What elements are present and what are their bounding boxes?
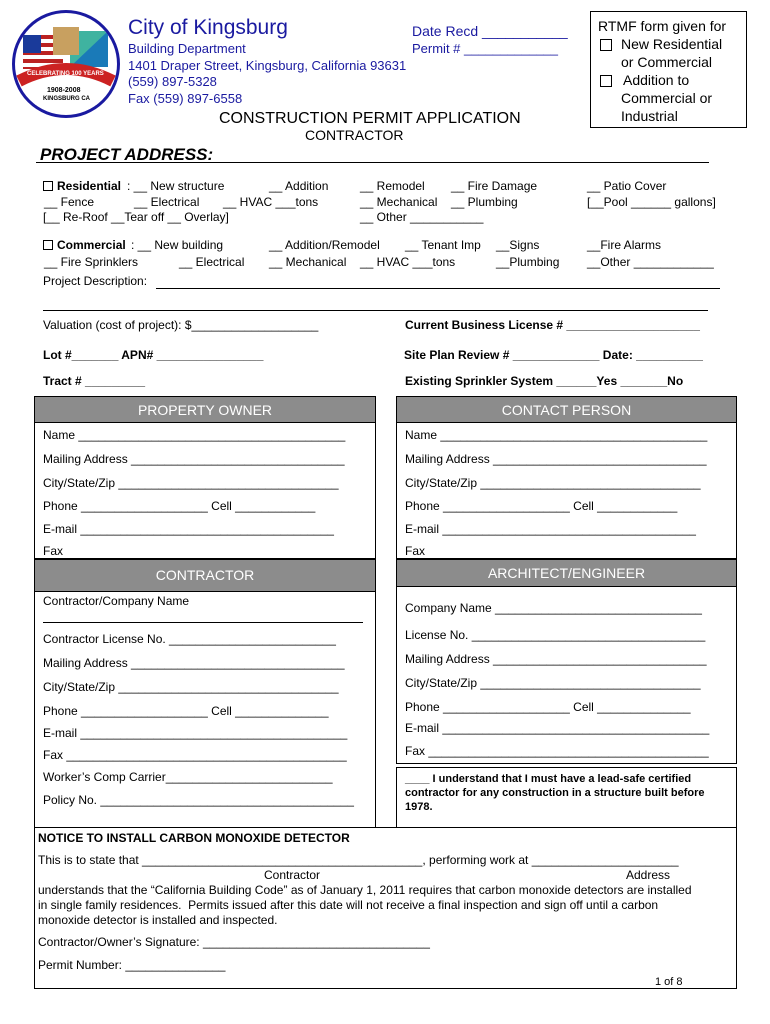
contractor-phone-field[interactable]: Phone ___________________ Cell ______________ (43, 704, 329, 718)
contact-mailing-field[interactable]: Mailing Address ________________________________ (405, 452, 707, 466)
res-hvac[interactable]: __ HVAC ___tons (223, 195, 319, 209)
contractor-mailing-field[interactable]: Mailing Address ________________________________ (43, 656, 345, 670)
notice-address-label: Address (626, 868, 671, 882)
notice-heading: NOTICE TO INSTALL CARBON MONOXIDE DETECTOR (38, 831, 350, 845)
contractor-city-field[interactable]: City/State/Zip _________________________________ (43, 680, 339, 694)
form-title: CONSTRUCTION PERMIT APPLICATION (219, 110, 521, 127)
res-plumbing[interactable]: __ Plumbing (451, 195, 518, 209)
architect-phone-field[interactable]: Phone ___________________ Cell ______________ (405, 700, 691, 714)
com-tenant-imp[interactable]: __ Tenant Imp (405, 238, 481, 252)
com-plumbing[interactable]: __Plumbing (496, 255, 560, 269)
architect-fax-field[interactable]: Fax __________________________________________ (405, 744, 709, 758)
com-new-building[interactable]: : __ New building (131, 238, 224, 252)
city-fax: Fax (559) 897-6558 (128, 91, 243, 106)
permit-number-notice-field[interactable]: Permit Number: _______________ (38, 958, 226, 972)
res-mechanical[interactable]: __ Mechanical (360, 195, 438, 209)
commercial-checkbox[interactable] (43, 240, 53, 250)
business-license-field[interactable]: Current Business License # ____________________ (405, 318, 700, 332)
res-other[interactable]: __ Other ___________ (360, 210, 484, 224)
rtmf-heading: RTMF form given for (598, 18, 727, 34)
architect-city-field[interactable]: City/State/Zip _________________________________ (405, 676, 701, 690)
rtmf-new-label: New Residential (621, 36, 723, 52)
owner-phone-field[interactable]: Phone ___________________ Cell ____________ (43, 499, 316, 513)
architect-license-field[interactable]: License No. ___________________________________ (405, 628, 706, 642)
architect-company-field[interactable]: Company Name _______________________________ (405, 601, 702, 615)
rtmf-addition-label-3: Industrial (621, 108, 678, 124)
contact-fax-field[interactable]: Fax (405, 544, 426, 558)
project-address-label: PROJECT ADDRESS: (40, 145, 214, 164)
lead-safe-line-3: 1978. (405, 801, 433, 813)
contractor-company-line[interactable] (43, 622, 363, 623)
property-owner-heading: PROPERTY OWNER (34, 396, 376, 423)
notice-paragraph-3: monoxide detector is installed and inspected. (38, 913, 278, 927)
contact-city-field[interactable]: City/State/Zip _________________________________ (405, 476, 701, 490)
signature-field[interactable]: Contractor/Owner’s Signature: __________________________________ (38, 935, 430, 949)
lead-safe-line-2: contractor for any construction in a structure built before (405, 787, 705, 799)
site-plan-review-field[interactable]: Site Plan Review # _____________ Date: __________ (404, 348, 703, 362)
architect-mailing-field[interactable]: Mailing Address ________________________________ (405, 652, 707, 666)
com-fire-alarms[interactable]: __Fire Alarms (587, 238, 662, 252)
res-remodel[interactable]: __ Remodel (360, 179, 425, 193)
contact-email-field[interactable]: E-mail ______________________________________ (405, 522, 696, 536)
contact-person-heading: CONTACT PERSON (396, 396, 737, 423)
owner-mailing-field[interactable]: Mailing Address ________________________________ (43, 452, 345, 466)
city-street-address: 1401 Draper Street, Kingsburg, California 93631 (128, 58, 407, 73)
rtmf-addition-label-2: Commercial or (621, 90, 713, 106)
res-fire-damage[interactable]: __ Fire Damage (451, 179, 538, 193)
city-name: City of Kingsburg (128, 16, 288, 39)
commercial-label: Commercial (57, 238, 126, 252)
notice-paragraph-2: in single family residences. Permits issued after this date will not receive a final inspection and sign off until a carbon (38, 898, 659, 912)
com-mechanical[interactable]: __ Mechanical (269, 255, 347, 269)
architect-email-field[interactable]: E-mail ________________________________________ (405, 721, 710, 735)
city-phone: (559) 897-5328 (128, 74, 217, 89)
owner-email-field[interactable]: E-mail ______________________________________ (43, 522, 334, 536)
res-new-structure[interactable]: : __ New structure (127, 179, 225, 193)
notice-contractor-label: Contractor (264, 868, 321, 882)
residential-label: Residential (57, 179, 122, 193)
com-hvac[interactable]: __ HVAC ___tons (360, 255, 456, 269)
rtmf-new-label-2: or Commercial (621, 54, 713, 70)
project-description-label: Project Description: (43, 274, 148, 288)
seal-years: 1908-2008 (47, 87, 81, 94)
res-patio-cover[interactable]: __ Patio Cover (587, 179, 667, 193)
tract-field[interactable]: Tract # _________ (43, 374, 146, 388)
lead-safe-line-1[interactable]: ____ I understand that I must have a lead-safe certified (405, 773, 692, 785)
contractor-email-field[interactable]: E-mail ________________________________________ (43, 726, 348, 740)
rtmf-addition-checkbox[interactable] (600, 75, 612, 87)
contractor-fax-field[interactable]: Fax __________________________________________ (43, 748, 347, 762)
contractor-license-field[interactable]: Contractor License No. _________________________ (43, 632, 336, 646)
lot-apn-field[interactable]: Lot #_______ APN# ________________ (43, 348, 264, 362)
notice-contractor-address-line[interactable]: This is to state that __________________________________________, performing work at ______________________ (38, 853, 679, 867)
city-seal-logo (12, 10, 120, 118)
project-description-line-2[interactable] (43, 310, 708, 311)
contact-person-section (396, 422, 737, 559)
res-reroof[interactable]: [__ Re-Roof __Tear off __ Overlay] (43, 210, 229, 224)
com-electrical[interactable]: __ Electrical (179, 255, 245, 269)
com-addition-remodel[interactable]: __ Addition/Remodel (269, 238, 380, 252)
architect-heading: ARCHITECT/ENGINEER (396, 559, 737, 587)
form-subtitle: CONTRACTOR (305, 127, 404, 143)
contact-name-field[interactable]: Name ________________________________________ (405, 428, 708, 442)
workers-comp-field[interactable]: Worker’s Comp Carrier_________________________ (43, 770, 333, 784)
contact-phone-field[interactable]: Phone ___________________ Cell ____________ (405, 499, 678, 513)
seal-place: KINGSBURG CA (43, 96, 91, 102)
contractor-company-label: Contractor/Company Name (43, 594, 190, 608)
res-fence[interactable]: __ Fence (44, 195, 95, 209)
page-number: 1 of 8 (655, 976, 683, 988)
owner-name-field[interactable]: Name ________________________________________ (43, 428, 346, 442)
property-owner-section (34, 422, 376, 559)
project-description-line-1[interactable] (156, 288, 720, 289)
residential-checkbox[interactable] (43, 181, 53, 191)
res-addition[interactable]: __ Addition (269, 179, 329, 193)
date-received-field[interactable]: Date Recd ___________ (412, 23, 568, 39)
valuation-field[interactable]: Valuation (cost of project): $___________________ (43, 318, 319, 332)
department-name: Building Department (128, 41, 246, 56)
rtmf-new-checkbox[interactable] (600, 39, 612, 51)
sprinkler-field[interactable]: Existing Sprinkler System ______Yes _______No (405, 374, 684, 388)
permit-number-field[interactable]: Permit # _____________ (412, 41, 559, 56)
rtmf-box (590, 11, 747, 128)
seal-ring-text: CELEBRATING 100 YEARS (27, 71, 104, 77)
contractor-heading: CONTRACTOR (34, 559, 376, 592)
com-signs[interactable]: __Signs (496, 238, 540, 252)
owner-city-field[interactable]: City/State/Zip _________________________________ (43, 476, 339, 490)
com-fire-sprinklers[interactable]: __ Fire Sprinklers (44, 255, 139, 269)
com-other[interactable]: __Other ____________ (587, 255, 714, 269)
project-address-line[interactable] (36, 162, 709, 163)
owner-fax-field[interactable]: Fax (43, 544, 64, 558)
policy-number-field[interactable]: Policy No. ______________________________________ (43, 793, 354, 807)
rtmf-addition-label: Addition to (623, 72, 690, 88)
notice-paragraph-1: understands that the “California Building Code” as of January 1, 2011 requires that carbon monoxide detectors are installed (38, 883, 692, 897)
res-pool[interactable]: [__Pool ______ gallons] (587, 195, 716, 209)
res-electrical[interactable]: __ Electrical (134, 195, 200, 209)
